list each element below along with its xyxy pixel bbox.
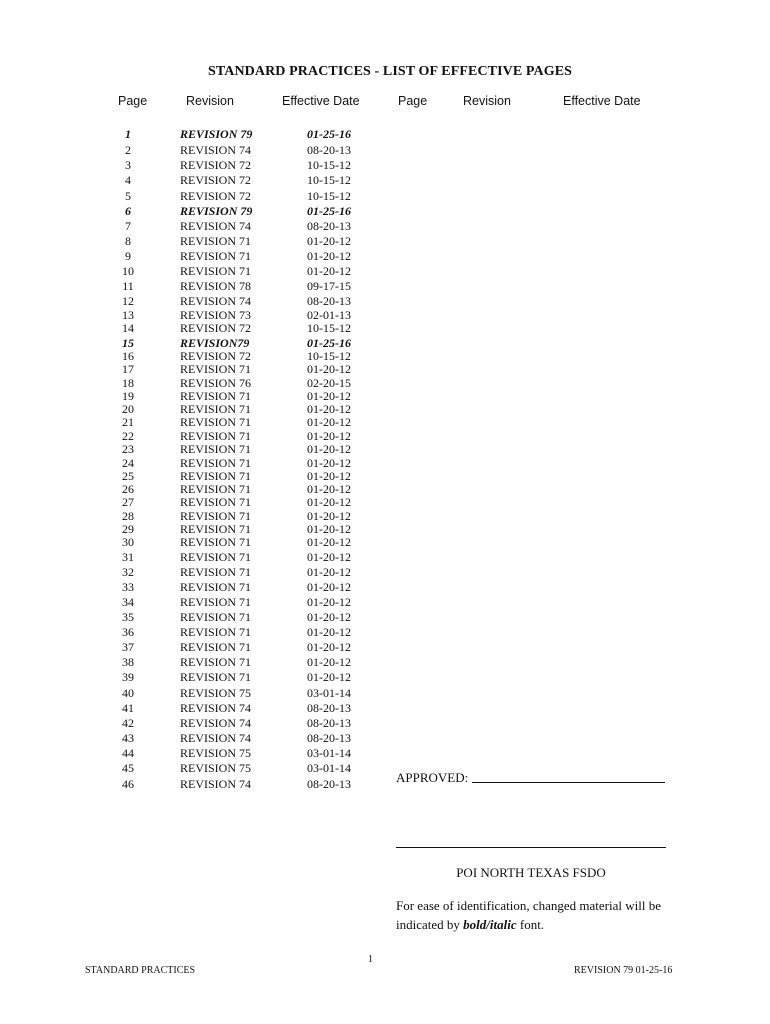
effective-date-cell: 01-20-12 bbox=[307, 249, 351, 263]
poi-name: POI NORTH TEXAS FSDO bbox=[456, 865, 606, 880]
effective-date-cell: 01-20-12 bbox=[307, 610, 351, 624]
page-number-cell: 20 bbox=[122, 402, 134, 416]
page-number-cell: 27 bbox=[122, 495, 134, 509]
page-number-cell: 42 bbox=[122, 716, 134, 730]
page-number-cell: 21 bbox=[122, 415, 134, 429]
revision-cell: REVISION 79 bbox=[180, 204, 253, 218]
page-number-cell: 25 bbox=[122, 469, 134, 483]
page-number-cell: 22 bbox=[122, 429, 134, 443]
revision-cell: REVISION 72 bbox=[180, 349, 251, 363]
page-number-cell: 31 bbox=[122, 550, 134, 564]
change-note-suffix: font. bbox=[516, 917, 545, 932]
effective-date-cell: 01-20-12 bbox=[307, 550, 351, 564]
page-number-cell: 18 bbox=[122, 376, 134, 390]
effective-date-cell: 08-20-13 bbox=[307, 143, 351, 157]
effective-date-cell: 01-20-12 bbox=[307, 456, 351, 470]
page-number-cell: 6 bbox=[125, 204, 131, 218]
page-number-cell: 17 bbox=[122, 362, 134, 376]
revision-cell: REVISION 71 bbox=[180, 469, 251, 483]
page-number-cell: 26 bbox=[122, 482, 134, 496]
effective-date-cell: 08-20-13 bbox=[307, 294, 351, 308]
page-number-cell: 37 bbox=[122, 640, 134, 654]
revision-cell: REVISION 74 bbox=[180, 143, 251, 157]
revision-cell: REVISION 74 bbox=[180, 701, 251, 715]
revision-cell: REVISION79 bbox=[180, 336, 250, 350]
revision-cell: REVISION 72 bbox=[180, 321, 251, 335]
page-number-cell: 8 bbox=[125, 234, 131, 248]
header-effective-date-right: Effective Date bbox=[563, 94, 641, 108]
revision-cell: REVISION 75 bbox=[180, 746, 251, 760]
signature-line bbox=[396, 847, 666, 848]
page-number-cell: 3 bbox=[125, 158, 131, 172]
effective-date-cell: 01-20-12 bbox=[307, 580, 351, 594]
header-revision-right: Revision bbox=[463, 94, 511, 108]
revision-cell: REVISION 71 bbox=[180, 509, 251, 523]
change-note-text: For ease of identification, changed material will be indicated by bbox=[396, 898, 661, 932]
effective-date-cell: 01-20-12 bbox=[307, 442, 351, 456]
effective-date-cell: 01-20-12 bbox=[307, 670, 351, 684]
page-number-cell: 39 bbox=[122, 670, 134, 684]
revision-cell: REVISION 76 bbox=[180, 376, 251, 390]
revision-cell: REVISION 71 bbox=[180, 595, 251, 609]
page-number-cell: 19 bbox=[122, 389, 134, 403]
revision-cell: REVISION 71 bbox=[180, 535, 251, 549]
revision-cell: REVISION 71 bbox=[180, 640, 251, 654]
page-number-cell: 16 bbox=[122, 349, 134, 363]
effective-date-cell: 01-20-12 bbox=[307, 362, 351, 376]
effective-date-cell: 01-20-12 bbox=[307, 264, 351, 278]
effective-date-cell: 10-15-12 bbox=[307, 158, 351, 172]
page-number-cell: 13 bbox=[122, 308, 134, 322]
header-page-right: Page bbox=[398, 94, 428, 108]
page-number-cell: 28 bbox=[122, 509, 134, 523]
effective-date-cell: 08-20-13 bbox=[307, 701, 351, 715]
effective-date-cell: 01-25-16 bbox=[307, 336, 351, 350]
effective-date-cell: 08-20-13 bbox=[307, 219, 351, 233]
effective-date-cell: 01-25-16 bbox=[307, 204, 351, 218]
effective-date-cell: 08-20-13 bbox=[307, 777, 351, 791]
effective-date-cell: 01-20-12 bbox=[307, 389, 351, 403]
effective-date-cell: 09-17-15 bbox=[307, 279, 351, 293]
revision-cell: REVISION 71 bbox=[180, 495, 251, 509]
page-number-cell: 23 bbox=[122, 442, 134, 456]
effective-date-cell: 03-01-14 bbox=[307, 746, 351, 760]
page-number-cell: 7 bbox=[125, 219, 131, 233]
effective-date-cell: 10-15-12 bbox=[307, 349, 351, 363]
effective-date-cell: 01-20-12 bbox=[307, 415, 351, 429]
effective-date-cell: 03-01-14 bbox=[307, 761, 351, 775]
revision-cell: REVISION 71 bbox=[180, 362, 251, 376]
revision-cell: REVISION 71 bbox=[180, 264, 251, 278]
revision-cell: REVISION 71 bbox=[180, 402, 251, 416]
revision-cell: REVISION 71 bbox=[180, 580, 251, 594]
page-number-cell: 40 bbox=[122, 686, 134, 700]
revision-cell: REVISION 72 bbox=[180, 173, 251, 187]
page-number-cell: 5 bbox=[125, 189, 131, 203]
revision-cell: REVISION 71 bbox=[180, 565, 251, 579]
change-note bbox=[396, 896, 671, 934]
revision-cell: REVISION 71 bbox=[180, 610, 251, 624]
effective-date-cell: 02-20-15 bbox=[307, 376, 351, 390]
change-note-emphasis: bold/italic bbox=[463, 917, 517, 932]
effective-date-cell: 01-20-12 bbox=[307, 655, 351, 669]
page-number-cell: 9 bbox=[125, 249, 131, 263]
effective-date-cell: 01-20-12 bbox=[307, 535, 351, 549]
page-number-cell: 2 bbox=[125, 143, 131, 157]
page-number-cell: 15 bbox=[122, 336, 134, 350]
revision-cell: REVISION 74 bbox=[180, 294, 251, 308]
revision-cell: REVISION 74 bbox=[180, 716, 251, 730]
page-number-cell: 10 bbox=[122, 264, 134, 278]
page-number-cell: 4 bbox=[125, 173, 131, 187]
revision-cell: REVISION 71 bbox=[180, 456, 251, 470]
page-number-cell: 44 bbox=[122, 746, 134, 760]
effective-date-cell: 01-20-12 bbox=[307, 565, 351, 579]
effective-date-cell: 01-20-12 bbox=[307, 522, 351, 536]
footer-left: STANDARD PRACTICES bbox=[85, 965, 196, 976]
effective-date-cell: 01-20-12 bbox=[307, 469, 351, 483]
effective-date-cell: 08-20-13 bbox=[307, 731, 351, 745]
page-number-cell: 35 bbox=[122, 610, 134, 624]
effective-date-cell: 10-15-12 bbox=[307, 321, 351, 335]
effective-date-cell: 10-15-12 bbox=[307, 189, 351, 203]
page-number-cell: 24 bbox=[122, 456, 134, 470]
effective-date-cell: 01-20-12 bbox=[307, 509, 351, 523]
page-number-cell: 14 bbox=[122, 321, 134, 335]
effective-date-cell: 01-20-12 bbox=[307, 595, 351, 609]
revision-cell: REVISION 71 bbox=[180, 550, 251, 564]
header-effective-date-left: Effective Date bbox=[282, 94, 360, 108]
revision-cell: REVISION 71 bbox=[180, 625, 251, 639]
revision-cell: REVISION 71 bbox=[180, 415, 251, 429]
page-number: 1 bbox=[368, 954, 373, 965]
page-number-cell: 12 bbox=[122, 294, 134, 308]
revision-cell: REVISION 71 bbox=[180, 522, 251, 536]
effective-date-cell: 01-20-12 bbox=[307, 402, 351, 416]
page-number-cell: 41 bbox=[122, 701, 134, 715]
revision-cell: REVISION 78 bbox=[180, 279, 251, 293]
revision-cell: REVISION 79 bbox=[180, 127, 253, 141]
revision-cell: REVISION 71 bbox=[180, 389, 251, 403]
effective-date-cell: 02-01-13 bbox=[307, 308, 351, 322]
page-number-cell: 29 bbox=[122, 522, 134, 536]
page-number-cell: 34 bbox=[122, 595, 134, 609]
effective-date-cell: 01-20-12 bbox=[307, 234, 351, 248]
revision-cell: REVISION 71 bbox=[180, 482, 251, 496]
effective-date-cell: 01-20-12 bbox=[307, 482, 351, 496]
page-number-cell: 33 bbox=[122, 580, 134, 594]
effective-date-cell: 01-20-12 bbox=[307, 495, 351, 509]
page-number-cell: 32 bbox=[122, 565, 134, 579]
effective-date-cell: 01-20-12 bbox=[307, 640, 351, 654]
footer-right: REVISION 79 01-25-16 bbox=[574, 965, 673, 976]
revision-cell: REVISION 75 bbox=[180, 761, 251, 775]
revision-cell: REVISION 71 bbox=[180, 234, 251, 248]
revision-cell: REVISION 74 bbox=[180, 219, 251, 233]
revision-cell: REVISION 71 bbox=[180, 429, 251, 443]
revision-cell: REVISION 74 bbox=[180, 777, 251, 791]
revision-cell: REVISION 72 bbox=[180, 189, 251, 203]
effective-date-cell: 01-25-16 bbox=[307, 127, 351, 141]
approved-label: APPROVED: bbox=[396, 770, 469, 785]
effective-date-cell: 01-20-12 bbox=[307, 429, 351, 443]
page-number-cell: 38 bbox=[122, 655, 134, 669]
revision-cell: REVISION 75 bbox=[180, 686, 251, 700]
revision-cell: REVISION 71 bbox=[180, 442, 251, 456]
document-title: STANDARD PRACTICES - LIST OF EFFECTIVE PAGES bbox=[207, 64, 573, 79]
page-number-cell: 46 bbox=[122, 777, 134, 791]
effective-date-cell: 03-01-14 bbox=[307, 686, 351, 700]
header-revision-left: Revision bbox=[186, 94, 234, 108]
revision-cell: REVISION 72 bbox=[180, 158, 251, 172]
page-number-cell: 36 bbox=[122, 625, 134, 639]
page-number-cell: 11 bbox=[122, 279, 134, 293]
effective-date-cell: 01-20-12 bbox=[307, 625, 351, 639]
revision-cell: REVISION 71 bbox=[180, 249, 251, 263]
page-number-cell: 30 bbox=[122, 535, 134, 549]
effective-date-cell: 10-15-12 bbox=[307, 173, 351, 187]
revision-cell: REVISION 71 bbox=[180, 655, 251, 669]
header-page-left: Page bbox=[118, 94, 148, 108]
effective-date-cell: 08-20-13 bbox=[307, 716, 351, 730]
revision-cell: REVISION 73 bbox=[180, 308, 251, 322]
revision-cell: REVISION 74 bbox=[180, 731, 251, 745]
revision-cell: REVISION 71 bbox=[180, 670, 251, 684]
page-number-cell: 45 bbox=[122, 761, 134, 775]
page-number-cell: 43 bbox=[122, 731, 134, 745]
approval-signature-line bbox=[472, 782, 665, 783]
page-number-cell: 1 bbox=[125, 127, 131, 141]
